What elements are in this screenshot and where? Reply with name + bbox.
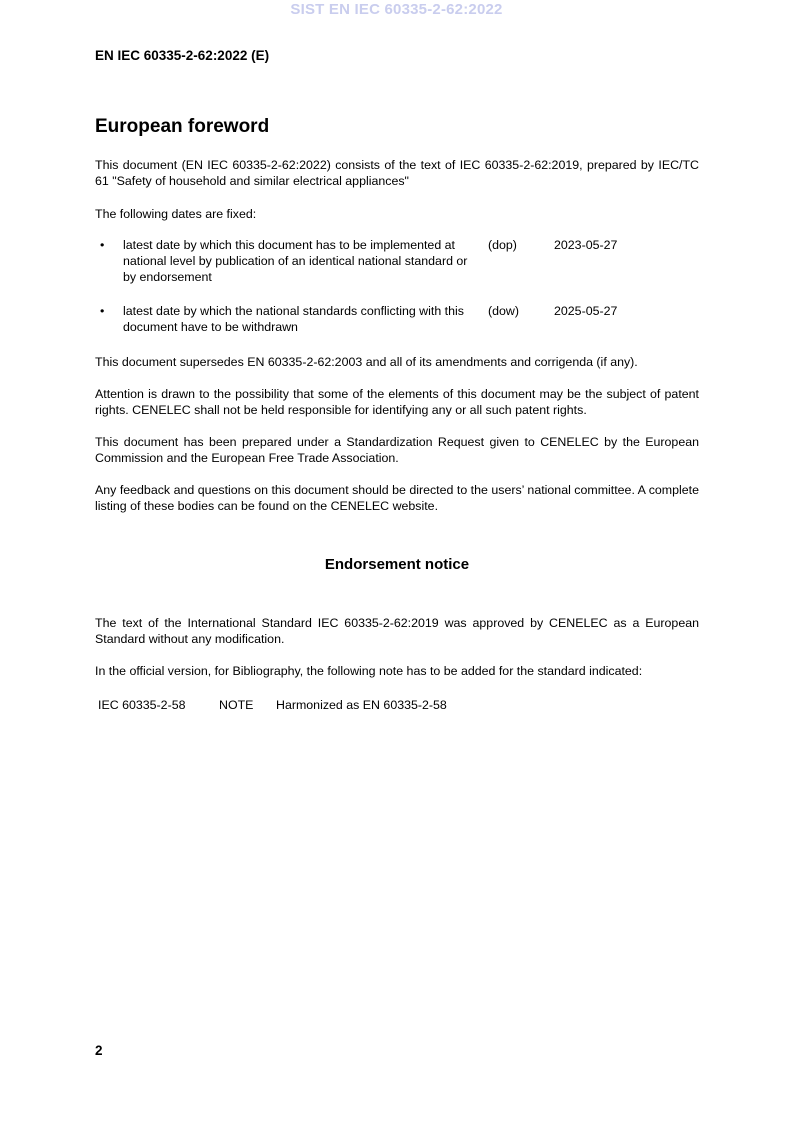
feedback-paragraph: Any feedback and questions on this document should be directed to the users’ national committee. A complete listing of these bodies can be found on the CENELEC website. [95, 483, 699, 514]
foreword-intro: This document (EN IEC 60335-2-62:2022) consists of the text of IEC 60335-2-62:2019, prepared by IEC/TC 61 "Safety of household and similar electrical appliances" [95, 158, 699, 189]
date-item-text: latest date by which the national standards conflicting with this document have to be withdrawn [123, 304, 464, 335]
page-number: 2 [95, 1043, 103, 1058]
bullet: • [100, 238, 105, 252]
date-item-abbr: (dow) [488, 304, 519, 318]
note-label: NOTE [219, 698, 254, 712]
date-item-text: latest date by which this document has to be implemented at national level by publication of an identical national standard or by endorsement [123, 238, 468, 285]
note-standard: IEC 60335-2-58 [98, 698, 186, 712]
date-item-date: 2023-05-27 [554, 238, 618, 252]
approval-paragraph: The text of the International Standard IEC 60335-2-62:2019 was approved by CENELEC as a European Standard without any modification. [95, 616, 699, 647]
patent-paragraph: Attention is drawn to the possibility that some of the elements of this document may be the subject of patent rights. CENELEC shall not be held responsible for identifying any or all such patent rights. [95, 387, 699, 418]
bullet: • [100, 304, 105, 318]
supersedes-paragraph: This document supersedes EN 60335-2-62:2003 and all of its amendments and corrigenda (if any). [95, 355, 638, 369]
mandate-paragraph: This document has been prepared under a Standardization Request given to CENELEC by the European Commission and the European Free Trade Association. [95, 435, 699, 466]
watermark: SIST EN IEC 60335-2-62:2022 [290, 1, 503, 18]
foreword-title: European foreword [95, 116, 270, 137]
date-item-date: 2025-05-27 [554, 304, 618, 318]
dates-intro: The following dates are fixed: [95, 207, 257, 221]
note-text: Harmonized as EN 60335-2-58 [276, 698, 447, 712]
endorsement-title: Endorsement notice [324, 556, 470, 573]
document-identifier: EN IEC 60335-2-62:2022 (E) [95, 48, 270, 63]
date-item-abbr: (dop) [488, 238, 517, 252]
bibliography-paragraph: In the official version, for Bibliography, the following note has to be added for the standard indicated: [95, 664, 643, 678]
